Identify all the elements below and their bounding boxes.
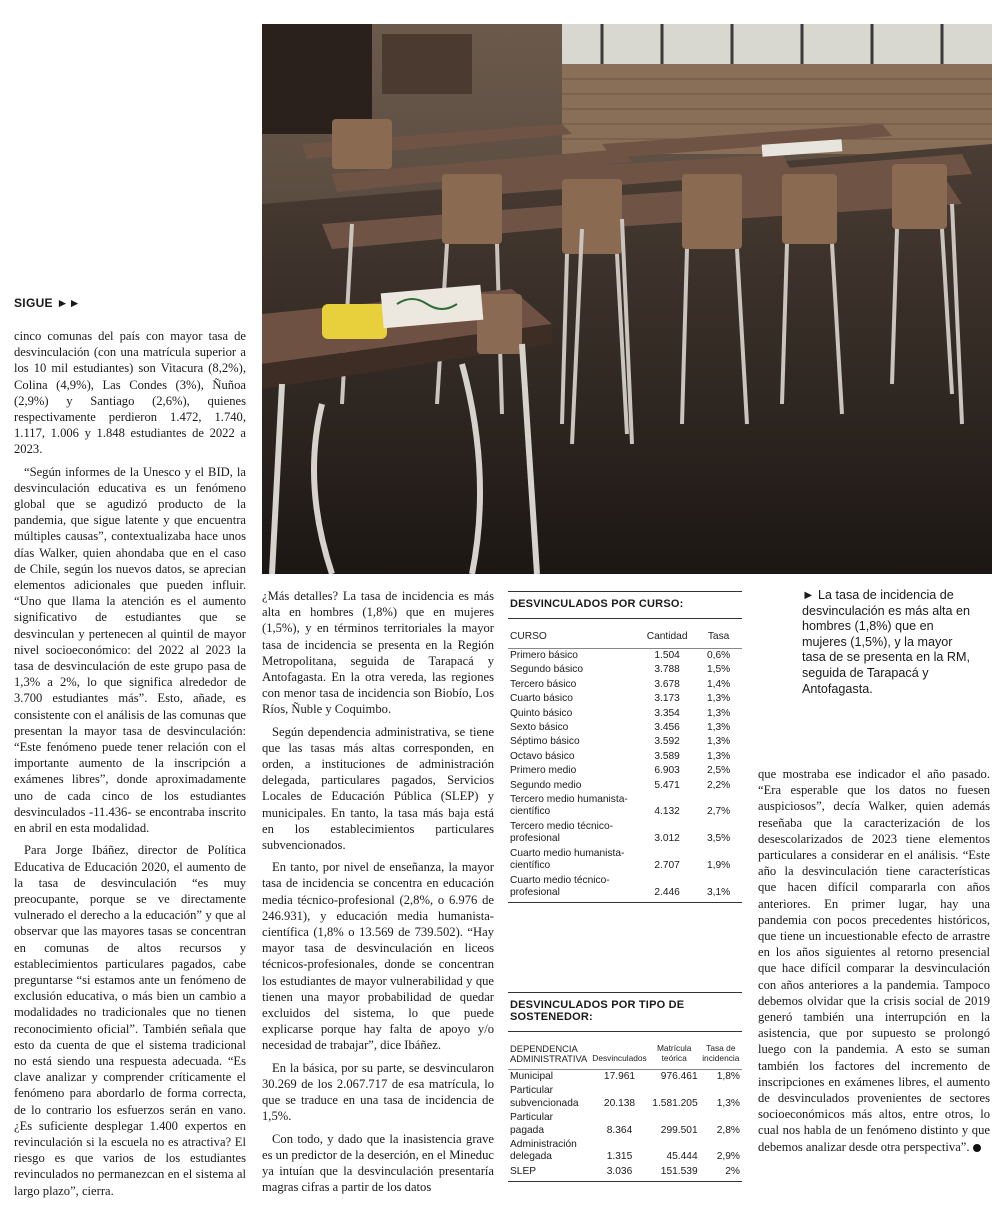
end-mark-icon <box>973 1144 981 1152</box>
sigue-label: SIGUE ►► <box>14 296 81 310</box>
table-cell: 8.364 <box>606 1124 633 1136</box>
table-title: DESVINCULADOS POR TIPO DE SOSTENEDOR: <box>508 992 742 1032</box>
table-cell: SLEP <box>508 1165 590 1182</box>
table-row <box>508 649 742 664</box>
table-cell: 2,9% <box>716 1151 740 1163</box>
table-cell: Particular pagada <box>510 1112 554 1136</box>
table-cell: 1,3% <box>706 722 731 734</box>
table-cell: 1,3% <box>706 693 731 705</box>
paragraph: ¿Más detalles? La tasa de incidencia es más alta en hombres (1,8%) que en mujeres (1,5%), y en términos territoriales la mayor tasa de incidencia se presenta en la Región Metropolitana, seguida de Tarapacá y Antofagasta. En la otra vereda, las regiones con menor tasa de incidencia son Biobío, Los Ríos, Ñuble y Coquimbo. <box>262 589 494 717</box>
table-cell: Quinto básico <box>510 707 573 719</box>
table-cell: 1.581.205 <box>652 1097 698 1109</box>
table-cell: 0,6% <box>706 650 731 661</box>
table-cell: 3.173 <box>654 693 680 705</box>
table-cell: 3.012 <box>654 833 680 845</box>
table-cell: 1.504 <box>654 650 680 661</box>
table-cell: Primero básico <box>510 650 578 661</box>
table-row <box>508 847 742 874</box>
table-cell: 4.132 <box>654 806 680 818</box>
table-cell: 2,5% <box>706 765 731 777</box>
table-row <box>508 1084 742 1111</box>
table-cell: 1,8% <box>716 1071 740 1082</box>
table-cell: 1,3% <box>706 707 731 719</box>
table-cell: 45.444 <box>666 1151 698 1163</box>
table-cell: 1,3% <box>706 750 731 762</box>
table-row <box>508 1165 742 1182</box>
table-cell: Cuarto medio técnico-profesional <box>508 874 639 903</box>
photo-caption: ► La tasa de incidencia de desvinculación es más alta en hombres (1,8%) que en mujeres (1,5%), y la mayor tasa de se presenta en la RM, seguida de Tarapacá y Antofagasta. <box>802 588 971 696</box>
table-row <box>508 820 742 847</box>
table <box>508 619 742 903</box>
table-cell: 2.707 <box>654 860 680 872</box>
paragraph: En la básica, por su parte, se desvincularon 30.269 de los 2.067.717 de esa matrícula, lo que se traduce en una tasa de incidencia de 1,5%. <box>262 1060 494 1124</box>
classroom-photo <box>262 24 992 574</box>
table-cell: 3,1% <box>695 874 742 903</box>
article-column-1 <box>14 328 246 1205</box>
table-cell: 1,5% <box>706 664 731 676</box>
table-row <box>508 663 742 677</box>
table-cell: Sexto básico <box>510 722 569 734</box>
table-cell: 2,7% <box>706 806 731 818</box>
table <box>508 1032 742 1182</box>
table-row <box>508 707 742 721</box>
column-header: DEPENDENCIA ADMINISTRATIVA <box>508 1032 590 1070</box>
table-row <box>508 1138 742 1165</box>
column-header: Cantidad <box>639 619 695 649</box>
table-cell: Octavo básico <box>510 750 575 762</box>
paragraph: Con todo, y dado que la inasistencia grave es un predictor de la deserción, en el Mineduc ya intuían que la desvinculación presentaría magras cifras a partir de los datos <box>262 1131 494 1195</box>
column-header: Tasa <box>695 619 742 649</box>
table-row <box>508 721 742 735</box>
table-cell: Tercero básico <box>510 678 577 690</box>
paragraph: En tanto, por nivel de enseñanza, la mayor tasa de incidencia se concentra en educación media técnico-profesional (2,8%, o 6.976 de 246.931), y educación media humanista-científica (1,8% o 13.569 de 739.502). “Hay mayor tasa de desvinculación en liceos técnicos-profesionales, donde se concentran los estudiantes de mayor vulnerabilidad y que tienen una mayor probabilidad de quedar excluidos del sistema, lo que puede explicarse porque hay falta de apoyo y/o necesidad de trabajar”, dice Ibáñez. <box>262 860 494 1053</box>
table-cell: Segundo medio <box>510 779 582 791</box>
table-row <box>508 793 742 820</box>
column-header: Desvinculados <box>590 1032 648 1070</box>
column-header: CURSO <box>508 619 639 649</box>
table-cell: Municipal <box>510 1071 554 1082</box>
table-cell: 3.456 <box>654 722 680 734</box>
paragraph-text: que mostraba ese indicador el año pasado. “Era esperable que los datos no fuesen auspiciosos”, decía Walker, quien además reseñaba que la caracterización de los desescolarizados de 2023 tiene elementos particulares a considerar en el análisis. “Este año la desvinculación tiene características que hacen difícil compararla con años anteriores. En primer lugar, hay una pandemia con pocos precedentes históricos, que tiene un incuestionable efecto de arrastre en los años siguientes al retorno presencial que hace difícil comparar la desvinculación con años anteriores a la pandemia. Tampoco debemos olvidar que la crisis social de 2019 generó también una interrupción en la asistencia, que por supuesto se prolongó luego con la pandemia. A esto se suman también los factores del incremento de inscripciones en exámenes libres, el aumento de desvinculados provenientes de sectores socioeconómicos más altos, entre otros, lo cual nos habla de un fenómeno distinto y que debemos analizar desde otra perspectiva”. <box>758 767 990 1154</box>
paragraph: Según dependencia administrativa, se tiene que las tasas más altas corresponden, en orden, a instituciones de administración delegada, particulares pagados, Servicios Locales de Educación Pública (SLEP) y municipales. En tanto, la tasa más baja está en los establecimientos particulares subvencionados. <box>262 724 494 853</box>
table-cell: Tercero medio técnico-profesional <box>510 820 614 845</box>
table-cell: Segundo básico <box>510 664 584 676</box>
table-cell: 3.592 <box>654 736 680 748</box>
table-cell: 17.961 <box>603 1071 636 1082</box>
table-desvinculados-por-sostenedor <box>508 992 742 1182</box>
table-cell: Séptimo básico <box>510 736 580 748</box>
table-cell: 976.461 <box>660 1071 698 1082</box>
table-cell: Administración delegada <box>510 1139 577 1163</box>
table-cell: Primero medio <box>510 765 577 777</box>
table-cell: Tercero medio humanista-científico <box>510 794 628 818</box>
table-cell: 20.138 <box>603 1097 636 1109</box>
table-cell: 3.788 <box>654 664 680 676</box>
table-cell: 3.589 <box>654 750 680 762</box>
table-cell: 2,8% <box>716 1124 740 1136</box>
table-cell: Cuarto básico <box>510 693 573 705</box>
table-cell: 3.354 <box>654 707 680 719</box>
table-cell: 2% <box>700 1165 742 1182</box>
table-row <box>508 1070 742 1085</box>
table-cell: 6.903 <box>654 765 680 777</box>
table-row <box>508 735 742 749</box>
table-row <box>508 764 742 778</box>
paragraph: cinco comunas del país con mayor tasa de desvinculación (con una matrícula superior a los 10 mil estudiantes) son Vitacura (8,2%), Colina (4,9%), Las Condes (3%), Ñuñoa (2,9%) y Santiago (2,6%), quienes respectivamente perdieron 1.472, 1.740, 1.117, 1.006 y 1.848 estudiantes de 2022 a 2023. <box>14 329 246 457</box>
table-cell: 1,3% <box>706 736 731 748</box>
article-column-2 <box>262 588 494 1201</box>
table-desvinculados-por-curso <box>508 591 742 903</box>
table-cell: 1,9% <box>706 860 731 872</box>
paragraph: “Según informes de la Unesco y el BID, la desvinculación educativa es un fenómeno global que se agudizó producto de la pandemia, que sigue latente y que encuentra múltiples causas”, contextualizaba hace unos días Walker, quien ahondaba que en el caso de Chile, según los nuevos datos, se aprecian elementos adicionales que pueden influir. “Uno que llama la atención es el aumento significativo de estudiantes que se desvinculan y pertenecen al quintil de mayor nivel socioeconómico: del 2022 al 2023 la tasa de desvinculación de este grupo pasa de 1,3% a 2%, lo que significa alrededor de 3.700 estudiantes más”. Esto, añade, es consistente con el análisis de las comunas que presentan la mayor tasa de desvinculación: “Este fenómeno puede tener relación con el importante aumento de la inscripción a exámenes libres”, donde aproximadamente uno de cada cinco de los estudiantes desvinculados -11.436- se encontraba inscrito en abril en esta modalidad. <box>14 464 246 836</box>
table-cell: 1,3% <box>716 1097 740 1109</box>
table-cell: 5.471 <box>654 779 680 791</box>
table-row <box>508 750 742 764</box>
table-row <box>508 1111 742 1138</box>
table-cell: 299.501 <box>660 1124 698 1136</box>
table-cell: 3,5% <box>706 833 731 845</box>
article-column-4 <box>758 766 990 1161</box>
table-cell: 3.678 <box>654 678 680 690</box>
table-cell: 1.315 <box>606 1151 633 1163</box>
table-cell: 3.036 <box>590 1165 648 1182</box>
table-cell: 1,4% <box>706 678 731 690</box>
table-cell: 151.539 <box>649 1165 700 1182</box>
table-cell: Cuarto medio humanista-científico <box>510 847 625 872</box>
table-row <box>508 692 742 706</box>
paragraph: Para Jorge Ibáñez, director de Política Educativa de Educación 2020, el aumento de la tasa de desvinculación “es muy preocupante, porque se ve directamente vulnerado el derecho a la educación” y que al observar que las mayores tasas se concentran en comunas de altos recursos y establecimientos particulares pagados, cabe preguntarse “si estamos ante un fenómeno de exclusión educativa, o más bien un cambio a modalidades no tradicionales que no tienen reconocimiento oficial”. También señala que esto da cuenta de que el sistema tradicional no está siendo una respuesta adecuada. “Es clave analizar y comprender críticamente el fenómeno para abordarlo de forma correcta, de lo contrario los esfuerzos serán en vano. ¿Es suficiente desplegar 1.400 expertos en revinculación si la escuela no es atractiva? El riesgo es que varios de los estudiantes revinculados no permanezcan en el sistema al largo plazo”, cierra. <box>14 843 246 1198</box>
table-row <box>508 874 742 903</box>
paragraph <box>758 766 990 1155</box>
table-cell: Particular subvencionada <box>510 1085 579 1109</box>
column-header: Matrícula teórica <box>649 1032 700 1070</box>
column-header: Tasa de incidencia <box>700 1032 742 1070</box>
table-cell: 2,2% <box>706 779 731 791</box>
table-title: DESVINCULADOS POR CURSO: <box>508 591 742 619</box>
table-cell: 2.446 <box>639 874 695 903</box>
table-row <box>508 779 742 793</box>
table-row <box>508 678 742 692</box>
